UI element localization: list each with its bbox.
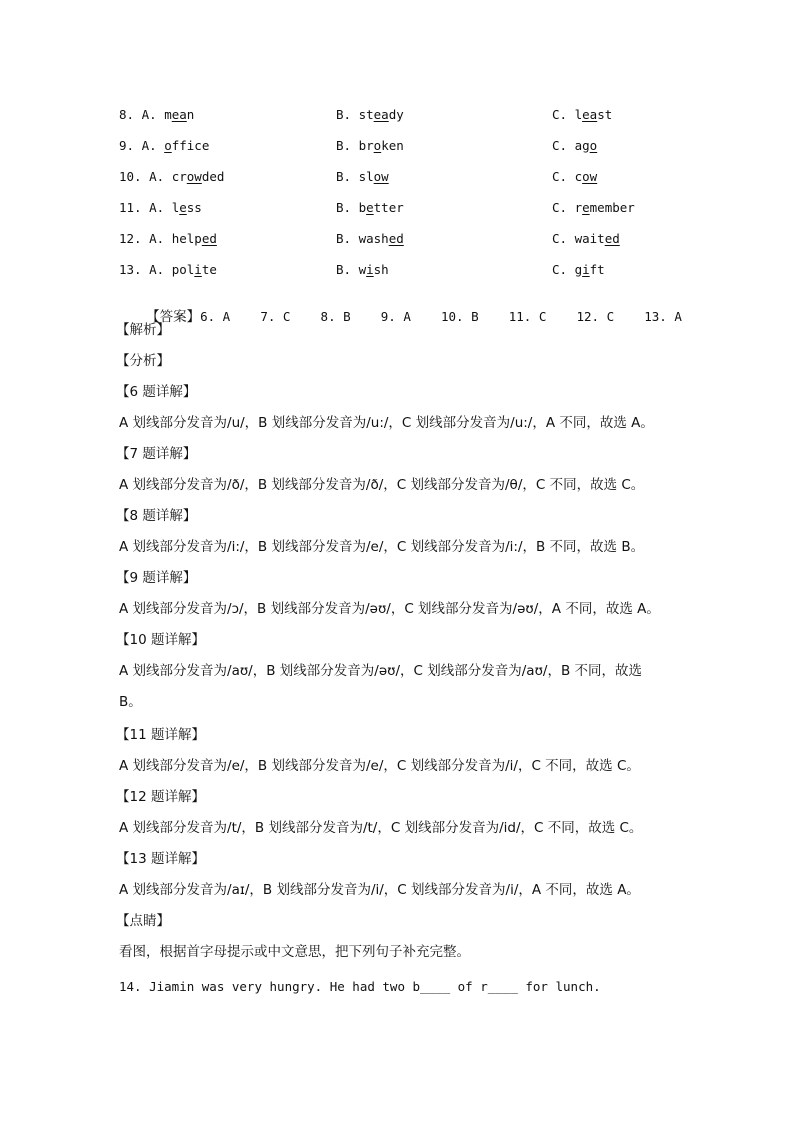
instruction-text: 看图，根据首字母提示或中文意思，把下列句子补充完整。 (119, 944, 470, 960)
option-b: B. steady (336, 107, 404, 122)
option-a: 10. A. crowded (119, 169, 225, 184)
analysis-heading: 【解析】 (116, 322, 170, 338)
answer-label: 【答案】 (146, 309, 201, 325)
option-c: C. cow (552, 169, 598, 184)
option-c: C. ago (552, 138, 598, 153)
detail-heading-11: 【11 题详解】 (116, 727, 205, 743)
answer-item: 9. A (380, 309, 411, 324)
detail-heading-7: 【7 题详解】 (116, 446, 197, 462)
detail-heading-9: 【9 题详解】 (116, 570, 197, 586)
answer-item: 11. C (508, 309, 547, 324)
option-c: C. waited (552, 231, 620, 246)
option-c: C. remember (552, 200, 635, 215)
answer-item: 12. C (576, 309, 615, 324)
option-a: 11. A. less (119, 200, 202, 215)
detail-text-12: A 划线部分发音为/t/，B 划线部分发音为/t/，C 划线部分发音为/id/，C 不同，故选 C。 (119, 820, 643, 836)
option-b: B. slow (336, 169, 389, 184)
answer-item: 13. A (644, 309, 682, 324)
detail-text-10: A 划线部分发音为/aʊ/，B 划线部分发音为/əʊ/，C 划线部分发音为/aʊ/，B 不同，故选 (119, 663, 643, 679)
question-14: 14. Jiamin was very hungry. He had two b____ of r____ for lunch. (119, 979, 601, 994)
detail-text-9: A 划线部分发音为/ɔ/，B 划线部分发音为/əʊ/，C 划线部分发音为/əʊ/，A 不同，故选 A。 (119, 601, 660, 617)
detail-text-6: A 划线部分发音为/u/，B 划线部分发音为/u:/，C 划线部分发音为/u:/，A 不同，故选 A。 (119, 415, 654, 431)
option-a: 8. A. mean (119, 107, 195, 122)
option-c: C. least (552, 107, 613, 122)
answer-item: 7. C (260, 309, 291, 324)
option-a: 9. A. office (119, 138, 210, 153)
fenxi-heading: 【分析】 (116, 353, 170, 369)
detail-heading-8: 【8 题详解】 (116, 508, 197, 524)
answer-item: 6. A (200, 309, 231, 324)
option-a: 13. A. polite (119, 262, 217, 277)
option-b: B. washed (336, 231, 404, 246)
answer-item: 10. B (440, 309, 479, 324)
detail-heading-10: 【10 题详解】 (116, 632, 205, 648)
answer-line (116, 290, 682, 344)
answer-item: 8. B (320, 309, 351, 324)
option-a: 12. A. helped (119, 231, 217, 246)
detail-text-7: A 划线部分发音为/ð/，B 划线部分发音为/ð/，C 划线部分发音为/θ/，C 不同，故选 C。 (119, 477, 645, 493)
dianjing-heading: 【点睛】 (116, 913, 170, 929)
detail-heading-12: 【12 题详解】 (116, 789, 205, 805)
option-c: C. gift (552, 262, 605, 277)
detail-heading-6: 【6 题详解】 (116, 384, 197, 400)
detail-text-13: A 划线部分发音为/aɪ/，B 划线部分发音为/i/，C 划线部分发音为/i/，A 不同，故选 A。 (119, 882, 640, 898)
detail-text-11: A 划线部分发音为/e/，B 划线部分发音为/e/，C 划线部分发音为/i/，C 不同，故选 C。 (119, 758, 640, 774)
option-b: B. broken (336, 138, 404, 153)
detail-heading-13: 【13 题详解】 (116, 851, 205, 867)
option-b: B. wish (336, 262, 389, 277)
detail-text-8: A 划线部分发音为/i:/，B 划线部分发音为/e/，C 划线部分发音为/i:/，B 不同，故选 B。 (119, 539, 645, 555)
detail-text-10-cont: B。 (119, 694, 142, 710)
option-b: B. better (336, 200, 404, 215)
